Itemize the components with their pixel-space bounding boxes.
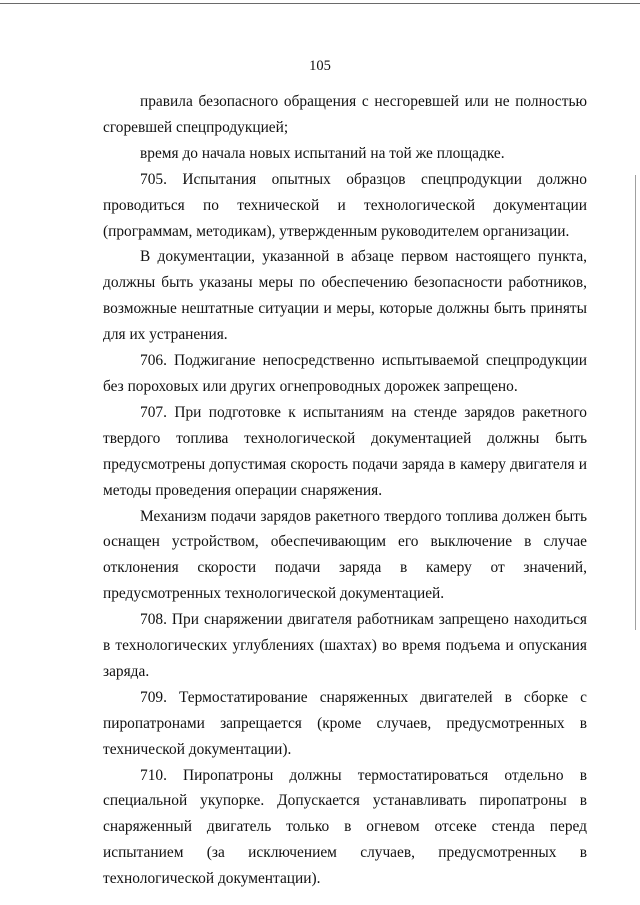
paragraph-708: 708. При снаряжении двигателя работникам запрещено находиться в технологических углублениях (шахтах) во время подъема и опускания заряда. xyxy=(103,611,587,680)
paragraph-safety-rules: правила безопасного обращения с несгоревшей или не полностью сгоревшей спецпродукцией; xyxy=(103,93,587,136)
page-number: 105 xyxy=(309,58,331,74)
paragraph-709: 709. Термостатирование снаряженных двигателей в сборке с пиропатронами запрещается (кроме случаев, предусмотренных в технической документации). xyxy=(103,688,587,758)
paragraph-707: 707. При подготовке к испытаниям на стенде зарядов ракетного твердого топлива технологической документацией должны быть предусмотрены допустимая скорость подачи заряда в камеру двигателя и методы проведения операции снаряжения. xyxy=(103,403,587,499)
paragraph-time-before-tests: время до начала новых испытаний на той же площадке. xyxy=(140,144,505,162)
paragraph-706: 706. Поджигание непосредственно испытываемой спецпродукции без пороховых или других огнепроводных дорожек запрещено. xyxy=(103,352,587,395)
paragraph-705: 705. Испытания опытных образцов спецпродукции должно проводиться по технической и технологической документации (программам, методикам), утвержденным руководителем организации. xyxy=(103,170,587,240)
paragraph-707-mechanism: Механизм подачи зарядов ракетного твердого топлива должен быть оснащен устройством, обеспечивающим его выключение в случае отклонения скорости подачи заряда в камеру от значений, предусмотренных технологической документацией. xyxy=(103,507,587,603)
scan-top-edge xyxy=(0,3,640,4)
document-body xyxy=(103,89,587,892)
paragraph-705-documentation: В документации, указанной в абзаце первом настоящего пункта, должны быть указаны меры по обеспечению безопасности работников, возможные нештатные ситуации и меры, которые должны быть приняты для их устранения. xyxy=(103,248,587,344)
paragraph-710: 710. Пиропатроны должны термостатироваться отдельно в специальной укупорке. Допускается устанавливать пиропатроны в снаряженный двигатель только в огневом отсеке стенда перед испытанием (за исключением случаев, предусмотренных в технологической документации). xyxy=(103,766,587,888)
scan-side-edge xyxy=(635,175,636,630)
